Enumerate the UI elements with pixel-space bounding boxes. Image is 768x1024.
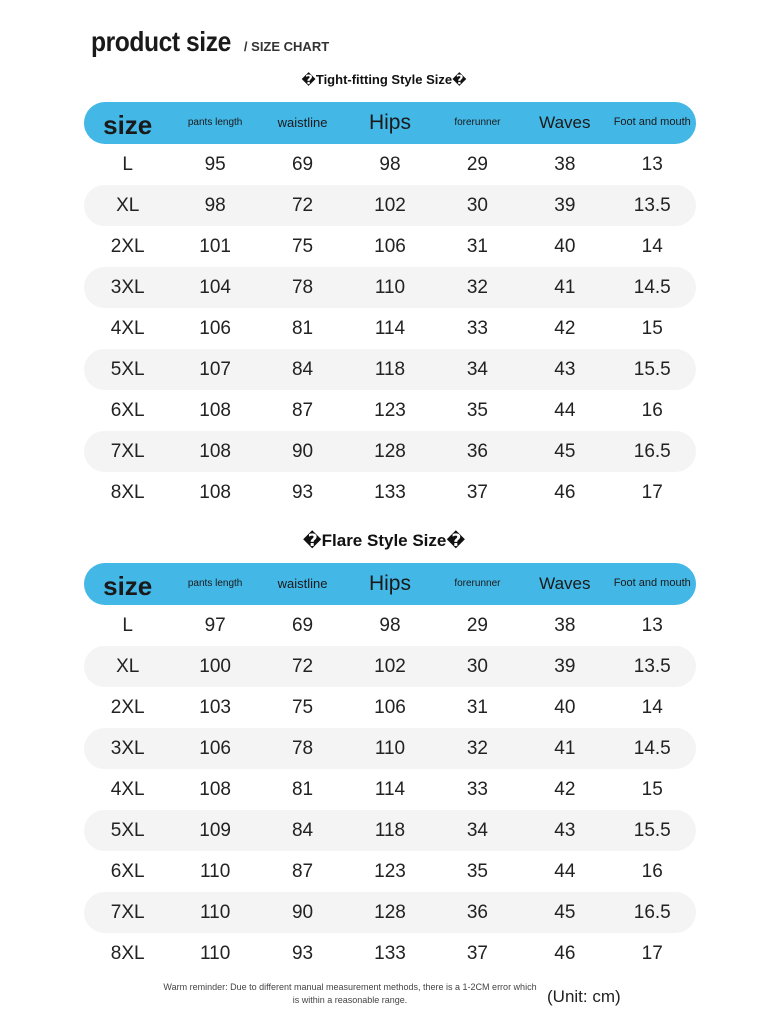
table-header-row <box>84 102 696 144</box>
measurement-cell: 133 <box>374 942 406 964</box>
measurement-cell: 118 <box>374 819 406 841</box>
measurement-cell: 72 <box>291 194 314 216</box>
measurement-cell: 84 <box>291 819 314 841</box>
measurement-cell: 90 <box>291 901 314 923</box>
flare-section-title: �Flare Style Size� <box>302 531 466 550</box>
measurement-cell: 29 <box>466 614 488 636</box>
measurement-cell: 97 <box>204 614 226 636</box>
measurement-cell: 16.5 <box>633 440 671 462</box>
table-row <box>84 431 696 472</box>
measurement-cell: 34 <box>466 819 488 841</box>
table-row <box>84 769 696 810</box>
size-cell: 4XL <box>110 778 145 800</box>
measurement-cell: 13 <box>641 153 663 175</box>
table-row <box>84 728 696 769</box>
measurement-cell: 14 <box>641 235 663 257</box>
table-row <box>84 185 696 226</box>
measurement-cell: 110 <box>374 276 406 298</box>
size-cell: XL <box>116 655 140 677</box>
size-cell: 6XL <box>110 399 145 421</box>
table-row <box>84 226 696 267</box>
measurement-cell: 40 <box>554 235 576 257</box>
measurement-cell: 39 <box>554 194 576 216</box>
measurement-cell: 69 <box>291 153 314 175</box>
column-header-foot-mouth: Foot and mouth <box>613 116 691 129</box>
measurement-cell: 17 <box>641 942 663 964</box>
page-subtitle: / SIZE CHART <box>243 39 330 54</box>
tight-section-title: �Tight-fitting Style Size� <box>301 72 467 87</box>
measurement-cell: 110 <box>199 901 231 923</box>
table-row <box>84 646 696 687</box>
column-header-foot-mouth: Foot and mouth <box>613 577 691 590</box>
unit-label: (Unit: cm) <box>547 987 621 1006</box>
size-cell: 7XL <box>110 440 145 462</box>
measurement-cell: 110 <box>374 737 406 759</box>
measurement-cell: 95 <box>204 153 226 175</box>
measurement-cell: 87 <box>291 860 314 882</box>
table-row <box>84 687 696 728</box>
warm-reminder: Warm reminder: Due to different manual measurement methods, there is a 1-2CM error which is within a reasonable range. <box>163 982 537 1006</box>
measurement-cell: 14 <box>641 696 663 718</box>
measurement-cell: 43 <box>554 819 576 841</box>
measurement-cell: 75 <box>291 235 314 257</box>
column-header-waistline: waistline <box>277 115 328 131</box>
measurement-cell: 44 <box>554 399 576 421</box>
measurement-cell: 13 <box>641 614 663 636</box>
size-cell: 2XL <box>110 235 145 257</box>
measurement-cell: 13.5 <box>633 194 671 216</box>
size-cell: 8XL <box>110 481 145 503</box>
measurement-cell: 118 <box>374 358 406 380</box>
measurement-cell: 46 <box>554 481 576 503</box>
measurement-cell: 37 <box>466 481 488 503</box>
table-row <box>84 892 696 933</box>
table-row <box>84 390 696 431</box>
measurement-cell: 128 <box>374 901 406 923</box>
measurement-cell: 14.5 <box>633 276 671 298</box>
measurement-cell: 81 <box>291 317 314 339</box>
measurement-cell: 33 <box>466 317 488 339</box>
measurement-cell: 106 <box>374 235 406 257</box>
measurement-cell: 16 <box>641 399 663 421</box>
table-row <box>84 851 696 892</box>
measurement-cell: 30 <box>466 655 488 677</box>
measurement-cell: 36 <box>466 901 488 923</box>
size-cell: 5XL <box>110 819 145 841</box>
measurement-cell: 114 <box>374 317 406 339</box>
measurement-cell: 38 <box>554 614 576 636</box>
size-cell: 5XL <box>110 358 145 380</box>
measurement-cell: 31 <box>466 696 488 718</box>
measurement-cell: 32 <box>466 737 488 759</box>
measurement-cell: 41 <box>554 737 576 759</box>
measurement-cell: 31 <box>466 235 488 257</box>
table-row <box>84 472 696 513</box>
table-row <box>84 308 696 349</box>
table-row <box>84 605 696 646</box>
measurement-cell: 75 <box>291 696 314 718</box>
measurement-cell: 90 <box>291 440 314 462</box>
measurement-cell: 42 <box>554 317 576 339</box>
size-cell: 4XL <box>110 317 145 339</box>
size-cell: 6XL <box>110 860 145 882</box>
measurement-cell: 123 <box>374 399 406 421</box>
measurement-cell: 29 <box>466 153 488 175</box>
measurement-cell: 15 <box>641 317 663 339</box>
column-header-size: size <box>103 571 153 602</box>
column-header-hips: Hips <box>368 571 411 595</box>
measurement-cell: 123 <box>374 860 406 882</box>
tight-size-table <box>84 102 696 513</box>
measurement-cell: 69 <box>291 614 314 636</box>
page-header <box>91 26 329 58</box>
measurement-cell: 102 <box>374 194 406 216</box>
measurement-cell: 106 <box>199 737 231 759</box>
size-cell: L <box>122 614 133 636</box>
measurement-cell: 15 <box>641 778 663 800</box>
size-cell: 3XL <box>110 737 145 759</box>
measurement-cell: 87 <box>291 399 314 421</box>
measurement-cell: 110 <box>199 860 231 882</box>
measurement-cell: 13.5 <box>633 655 671 677</box>
column-header-hips: Hips <box>368 110 411 134</box>
measurement-cell: 35 <box>466 399 488 421</box>
measurement-cell: 16.5 <box>633 901 671 923</box>
measurement-cell: 104 <box>199 276 231 298</box>
table-row <box>84 810 696 851</box>
table-row <box>84 267 696 308</box>
size-cell: L <box>122 153 133 175</box>
table-header-row <box>84 563 696 605</box>
size-cell: 2XL <box>110 696 145 718</box>
measurement-cell: 45 <box>554 440 576 462</box>
measurement-cell: 39 <box>554 655 576 677</box>
measurement-cell: 41 <box>554 276 576 298</box>
size-cell: XL <box>116 194 140 216</box>
measurement-cell: 40 <box>554 696 576 718</box>
measurement-cell: 34 <box>466 358 488 380</box>
table-row <box>84 933 696 974</box>
measurement-cell: 133 <box>374 481 406 503</box>
measurement-cell: 78 <box>291 737 314 759</box>
measurement-cell: 106 <box>199 317 231 339</box>
measurement-cell: 45 <box>554 901 576 923</box>
table-row <box>84 349 696 390</box>
column-header-size: size <box>103 110 153 141</box>
measurement-cell: 101 <box>199 235 231 257</box>
measurement-cell: 37 <box>466 942 488 964</box>
measurement-cell: 108 <box>199 481 231 503</box>
measurement-cell: 36 <box>466 440 488 462</box>
column-header-forerunner: forerunner <box>454 577 501 589</box>
column-header-waistline: waistline <box>277 576 328 592</box>
table-row <box>84 144 696 185</box>
page-title: product size <box>91 26 231 57</box>
measurement-cell: 98 <box>379 614 401 636</box>
measurement-cell: 108 <box>199 399 231 421</box>
column-header-forerunner: forerunner <box>454 116 501 128</box>
size-cell: 3XL <box>110 276 145 298</box>
measurement-cell: 93 <box>291 481 314 503</box>
measurement-cell: 110 <box>199 942 231 964</box>
measurement-cell: 72 <box>291 655 314 677</box>
flare-size-table <box>84 563 696 974</box>
column-header-pants-length: pants length <box>187 577 243 589</box>
measurement-cell: 35 <box>466 860 488 882</box>
measurement-cell: 17 <box>641 481 663 503</box>
column-header-waves: Waves <box>539 574 591 594</box>
measurement-cell: 32 <box>466 276 488 298</box>
column-header-waves: Waves <box>539 113 591 133</box>
measurement-cell: 93 <box>291 942 314 964</box>
measurement-cell: 106 <box>374 696 406 718</box>
measurement-cell: 33 <box>466 778 488 800</box>
measurement-cell: 42 <box>554 778 576 800</box>
measurement-cell: 98 <box>379 153 401 175</box>
measurement-cell: 78 <box>291 276 314 298</box>
measurement-cell: 108 <box>199 440 231 462</box>
measurement-cell: 44 <box>554 860 576 882</box>
measurement-cell: 98 <box>204 194 226 216</box>
measurement-cell: 109 <box>199 819 231 841</box>
measurement-cell: 38 <box>554 153 576 175</box>
measurement-cell: 100 <box>199 655 231 677</box>
measurement-cell: 46 <box>554 942 576 964</box>
measurement-cell: 84 <box>291 358 314 380</box>
measurement-cell: 30 <box>466 194 488 216</box>
measurement-cell: 16 <box>641 860 663 882</box>
size-cell: 8XL <box>110 942 145 964</box>
measurement-cell: 103 <box>199 696 231 718</box>
measurement-cell: 107 <box>199 358 231 380</box>
measurement-cell: 81 <box>291 778 314 800</box>
measurement-cell: 43 <box>554 358 576 380</box>
measurement-cell: 102 <box>374 655 406 677</box>
measurement-cell: 14.5 <box>633 737 671 759</box>
measurement-cell: 15.5 <box>633 358 671 380</box>
measurement-cell: 108 <box>199 778 231 800</box>
column-header-pants-length: pants length <box>187 116 243 128</box>
measurement-cell: 128 <box>374 440 406 462</box>
measurement-cell: 114 <box>374 778 406 800</box>
size-cell: 7XL <box>110 901 145 923</box>
measurement-cell: 15.5 <box>633 819 671 841</box>
